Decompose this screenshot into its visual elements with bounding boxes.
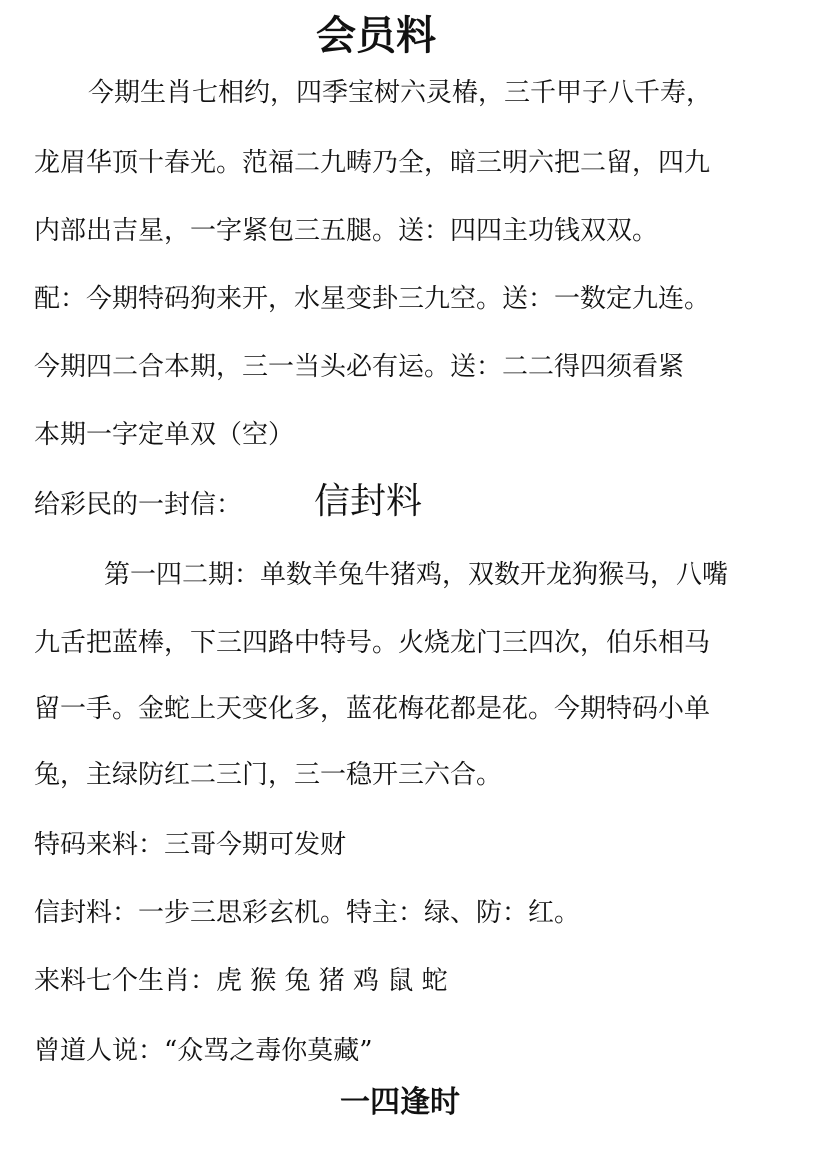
letter-line-2: 九舌把蓝棒，下三四路中特号。火烧龙门三四次，伯乐相马: [34, 628, 711, 658]
footer-title: 一四逢时: [340, 1085, 460, 1120]
letter-label: 给彩民的一封信：: [34, 490, 243, 520]
member-line-4: 配：今期特码狗来开，水星变卦三九空。送：一数定九连。: [34, 284, 711, 314]
letter-title: 信封料: [314, 481, 423, 522]
extra-line-2: 信封料：一步三思彩玄机。特主：绿、防：红。: [34, 898, 581, 928]
member-line-3: 内部出吉星，一字紧包三五腿。送：四四主功钱双双。: [34, 216, 659, 246]
letter-line-4: 兔，主绿防红二三门，三一稳开三六合。: [34, 760, 503, 790]
member-line-5: 今期四二合本期，三一当头必有运。送：二二得四须看紧: [34, 352, 685, 382]
page-title: 会员料: [316, 12, 436, 59]
member-line-2: 龙眉华顶十春光。范福二九畴乃全，暗三明六把二留，四九: [34, 148, 711, 178]
extra-line-3: 来料七个生肖：虎 猴 兔 猪 鸡 鼠 蛇: [34, 966, 448, 996]
member-line-1: 今期生肖七相约，四季宝树六灵椿，三千甲子八千寿，: [88, 78, 713, 108]
letter-line-3: 留一手。金蛇上天变化多，蓝花梅花都是花。今期特码小单: [34, 694, 711, 724]
letter-line-1: 第一四二期：单数羊兔牛猪鸡，双数开龙狗猴马，八嘴: [104, 560, 729, 590]
extra-line-1: 特码来料：三哥今期可发财: [34, 830, 347, 860]
member-line-6: 本期一字定单双（空）: [34, 420, 295, 450]
extra-line-4: 曾道人说：“众骂之毒你莫藏”: [34, 1036, 373, 1066]
